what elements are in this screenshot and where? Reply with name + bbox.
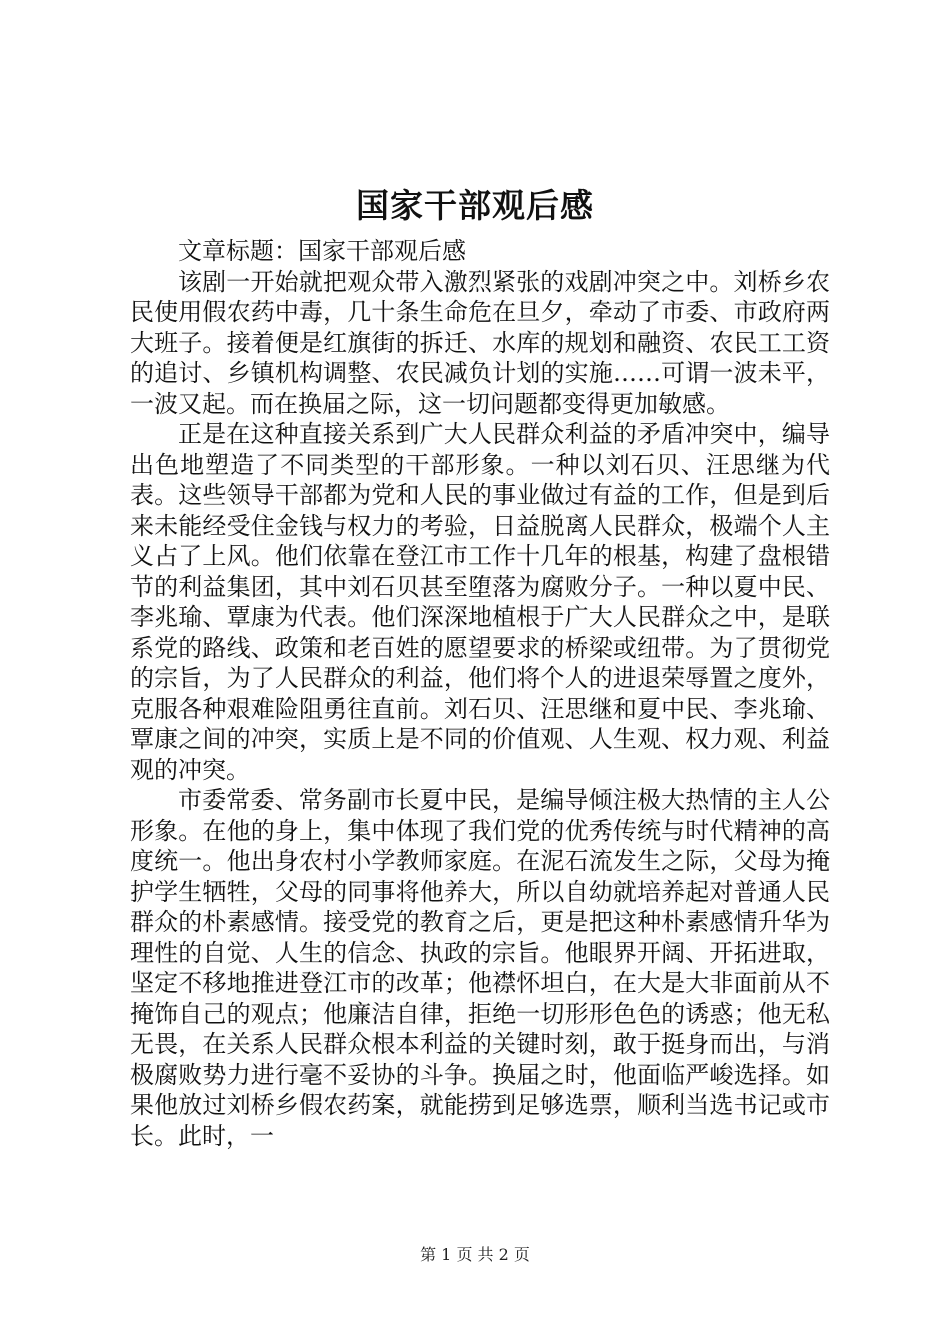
paragraph-3: 市委常委、常务副市长夏中民，是编导倾注极大热情的主人公形象。在他的身上，集中体现了我们党的优秀传统与时代精神的高度统一。他出身农村小学教师家庭。在泥石流发生之际，父母为掩护学生牺牲，父母的同事将他养大，所以自幼就培养起对普通人民群众的朴素感情。接受党的教育之后，更是把这种朴素感情升华为理性的自觉、人生的信念、执政的宗旨。他眼界开阔、开拓进取，坚定不移地推进登江市的改革；他襟怀坦白，在大是大非面前从不掩饰自己的观点；他廉洁自律，拒绝一切形形色色的诱惑；他无私无畏，在关系人民群众根本利益的关键时刻，敢于挺身而出，与消极腐败势力进行毫不妥协的斗争。换届之时，他面临严峻选择。如果他放过刘桥乡假农药案，就能捞到足够选票，顺利当选书记或市长。此时，一 bbox=[130, 786, 830, 1150]
page-number-footer: 第 1 页 共 2 页 bbox=[420, 1245, 530, 1264]
document-body bbox=[130, 236, 830, 1151]
paragraph-1: 该剧一开始就把观众带入激烈紧张的戏剧冲突之中。刘桥乡农民使用假农药中毒，几十条生命危在旦夕，牵动了市委、市政府两大班子。接着便是红旗街的拆迁、水库的规划和融资、农民工工资的追讨、乡镇机构调整、农民减负计划的实施……可谓一波未平，一波又起。而在换届之际，这一切问题都变得更加敏感。 bbox=[130, 267, 830, 418]
document-title: 国家干部观后感 bbox=[356, 186, 594, 225]
paragraph-2: 正是在这种直接关系到广大人民群众利益的矛盾冲突中，编导出色地塑造了不同类型的干部形象。一种以刘石贝、汪思继为代表。这些领导干部都为党和人民的事业做过有益的工作，但是到后来未能经受住金钱与权力的考验，日益脱离人民群众，极端个人主义占了上风。他们依靠在登江市工作十几年的根基，构建了盘根错节的利益集团，其中刘石贝甚至堕落为腐败分子。一种以夏中民、李兆瑜、覃康为代表。他们深深地植根于广大人民群众之中，是联系党的路线、政策和老百姓的愿望要求的桥梁或纽带。为了贯彻党的宗旨，为了人民群众的利益，他们将个人的进退荣辱置之度外，克服各种艰难险阻勇往直前。刘石贝、汪思继和夏中民、李兆瑜、覃康之间的冲突，实质上是不同的价值观、人生观、权力观、利益观的冲突。 bbox=[130, 420, 830, 784]
article-title-line: 文章标题：国家干部观后感 bbox=[178, 237, 466, 265]
